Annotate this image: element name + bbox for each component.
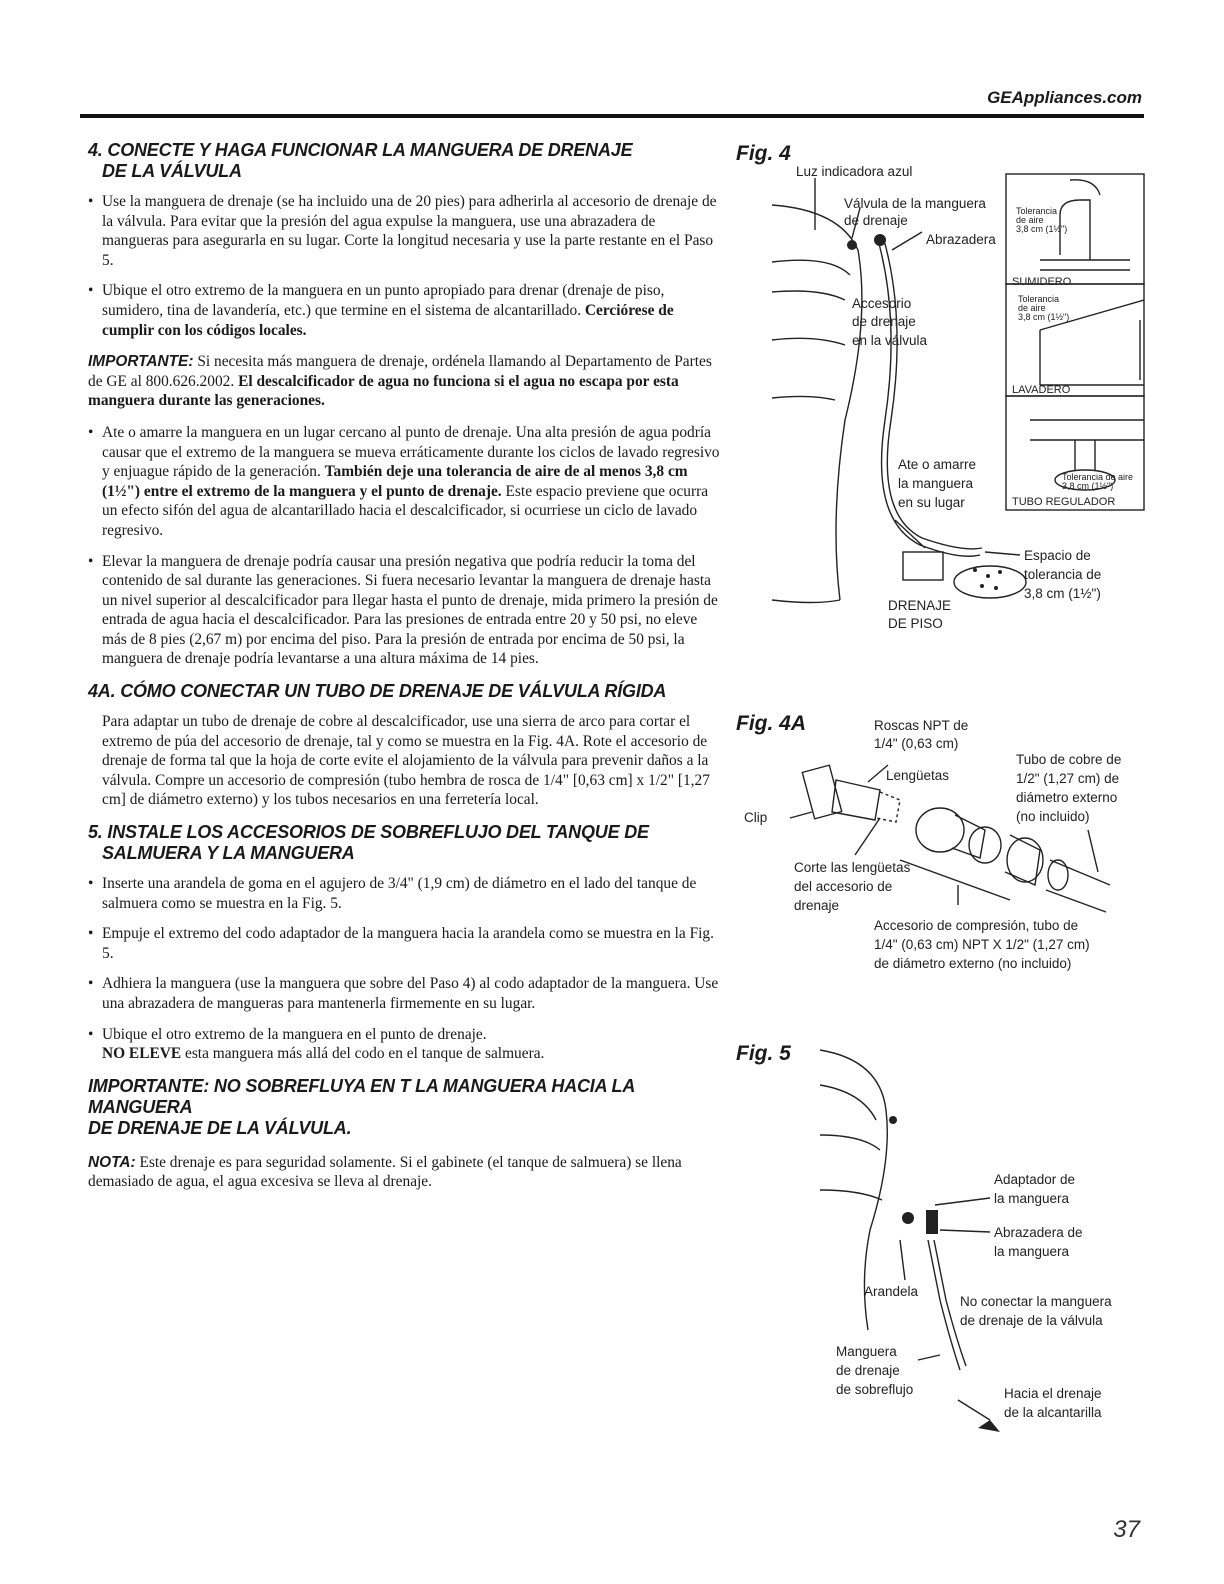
section-5-important-line1: IMPORTANTE: NO SOBREFLUYA EN T LA MANGUERA HACIA LA MANGUERA [88,1075,635,1117]
fig-4-tubo-label: TUBO REGULADOR [1012,496,1116,508]
fig-4a-tubo-label-4: (no incluido) [1016,809,1090,824]
bullet-5-4-text: Ubique el otro extremo de la manguera en el punto de drenaje. [102,1025,487,1043]
fig-4a-tubo-label-2: 1/2" (1,27 cm) de [1016,771,1120,786]
fig-4-drenaje-label: DRENAJE [888,598,952,613]
bullet-3-bold: También deje una tolerancia de aire de al menos 3,8 cm (1½") entre el extremo de la manguera y el punto de drenaje. [102,463,688,500]
fig-5-manguera-label: Manguera [836,1344,897,1359]
fig-4a-lenguetas-label: Lengüetas [886,768,950,783]
bullet-2-bold: Cerciórese de cumplir con los códigos locales. [102,301,674,339]
bullet-3-text-end: Este espacio previene que ocurra un efecto sifón del agua de alcantarillado hacia el descalcificador, si ocurriese un ciclo de lavado regresivo. [102,482,709,539]
fig-4a-corte-label-2: del accesorio de [794,879,893,894]
fig-4a-clip-label: Clip [744,810,768,825]
fig-5-manguera-label-3: de sobreflujo [836,1382,914,1397]
section-5-bullet-1: • Inserte una arandela de goma en el agujero de 3/4" (1,9 cm) de diámetro en el lado del tanque de salmuera como se muestra en la Fig. 5. [88,874,720,913]
fig-4-sumidero-tol-2: de aire [1016,215,1044,225]
important-text: Si necesita más manguera de drenaje, ordénela llamando al Departamento de Partes de GE al 800.626.2002. [88,353,712,390]
note-text: Este drenaje es para seguridad solamente. Si el gabinete (el tanque de salmuera) se llena demasiado de agua, el agua excesiva se lleva al drenaje. [88,1153,682,1191]
fig-5-abrazadera-label-2: la manguera [994,1244,1070,1259]
section-4-title-line2: DE LA VÁLVULA [102,161,242,181]
fig-4-luz-label: Luz indicadora azul [796,164,913,179]
fig-5-arandela-label: Arandela [864,1284,919,1299]
fig-4-tubo-tol: Tolerancia de aire [1062,472,1134,482]
fig-4a-accesorio-label: Accesorio de compresión, tubo de [874,918,1079,933]
fig-4-espacio-label: Espacio de [1024,548,1091,563]
fig-4-accesorio-label-3: en la válvula [852,333,928,348]
section-5-title-line2: SALMUERA Y LA MANGUERA [102,843,355,864]
section-4-title-line1: 4. CONECTE Y HAGA FUNCIONAR LA MANGUERA DE DRENAJE [88,140,633,160]
bullet-3-text: Ate o amarre la manguera en un lugar cercano al punto de drenaje. Una alta presión de agua podría causar que el extremo de la manguera se mueva erráticamente durante los ciclos de lavado regresivo y enjuague rápido de la generación. [102,423,720,481]
fig-4-lavadero-tol-2: de aire [1018,303,1046,313]
section-5-title-line1: 5. INSTALE LOS ACCESORIOS DE SOBREFLUJO DEL TANQUE DE [88,822,649,843]
fig-4-valvula-label-2: de drenaje [844,213,908,228]
fig-4-espacio-label-3: 3,8 cm (1½") [1024,586,1101,601]
fig-4-accesorio-label-2: de drenaje [852,314,916,329]
fig-4-abrazadera-label: Abrazadera [926,232,996,247]
fig-5-title: Fig. 5 [736,1042,791,1065]
fig-4-ate-label-3: en su lugar [898,495,965,510]
fig-4-lavadero-label: LAVADERO [1012,384,1071,396]
bullet-2-text: Ubique el otro extremo de la manguera en un punto apropiado para drenar (drenaje de piso, sumidero, tina de lavandería, etc.) que termine en el sistema de alcantarillado. [102,282,665,319]
fig-4-sumidero-tol-3: 3,8 cm (1½") [1016,224,1068,234]
fig-4a-accesorio-label-3: de diámetro externo (no incluido) [874,956,1072,971]
section-4-bullet-1: • Use la manguera de drenaje (se ha incluido una de 20 pies) para adherirla al accesorio de drenaje de la válvula. Para evitar que la presión del agua expulse la manguera, use una abrazadera de mangueras para asegurarla en su lugar. Corte la longitud necesaria y use la parte restante en el Paso 5. [88,192,720,270]
fig-4-drenaje-label-2: DE PISO [888,616,943,631]
fig-4-lavadero-tol-3: 3,8 cm (1½") [1018,312,1070,322]
fig-4a-accesorio-label-2: 1/4" (0,63 cm) NPT X 1/2" (1,27 cm) [874,937,1090,952]
fig-4-lavadero-tol: Tolerancia [1018,294,1060,304]
important-label: IMPORTANTE: [88,353,194,371]
section-5-bullet-3: • Adhiera la manguera (use la manguera que sobre del Paso 4) al codo adaptador de la manguera. Use una abrazadera de mangueras para mantenerla firmemente en su lugar. [88,974,720,1013]
fig-4-accesorio-label: Accesorio [852,296,912,311]
fig-4a-tubo-label: Tubo de cobre de [1016,752,1122,767]
fig-5-adaptador-label-2: la manguera [994,1191,1070,1206]
fig-5-adaptador-label: Adaptador de [994,1172,1076,1187]
fig-4-espacio-label-2: tolerancia de [1024,567,1102,582]
section-4a-title: 4A. CÓMO CONECTAR UN TUBO DE DRENAJE DE VÁLVULA RÍGIDA [88,681,667,702]
fig-4-tubo-tol-2: 3,8 cm (1½") [1062,481,1114,491]
fig-5-hacia-label-2: de la alcantarilla [1004,1405,1102,1420]
fig-4a-title: Fig. 4A [736,712,807,735]
fig-4-ate-label: Ate o amarre [898,457,977,472]
fig-4-ate-label-2: la manguera [898,476,974,491]
fig-5-manguera-label-2: de drenaje [836,1363,900,1378]
section-5-important-line2: DE DRENAJE DE LA VÁLVULA. [88,1117,352,1138]
fig-5-noconectar-label-2: de drenaje de la válvula [960,1313,1103,1328]
page-number: 37 [1113,1516,1140,1543]
fig-4a-roscas-label: Roscas NPT de [874,718,969,733]
fig-5-abrazadera-label: Abrazadera de [994,1225,1083,1240]
fig-4a-roscas-label-2: 1/4" (0,63 cm) [874,736,959,751]
fig-4a-corte-label: Corte las lengüetas [794,860,911,875]
fig-4-title: Fig. 4 [736,142,791,165]
note-label: NOTA: [88,1153,136,1171]
site-url: GEAppliances.com [987,88,1142,107]
fig-5-hacia-label: Hacia el drenaje [1004,1386,1102,1401]
bullet-5-4-bold: NO ELEVE [102,1045,182,1063]
fig-4a-corte-label-3: drenaje [794,898,840,913]
fig-4a-tubo-label-3: diámetro externo [1016,790,1118,805]
fig-4-valvula-label: Válvula de la manguera [844,196,986,211]
bullet-5-4-rest: esta manguera más allá del codo en el tanque de salmuera. [184,1045,545,1063]
section-4-bullet-4: • Elevar la manguera de drenaje podría causar una presión negativa que podría reducir la toma del contenido de sal durante las generaciones. Si fuera necesario levantar la manguera de drenaje hasta un nivel superior al descalcificador para llegar hasta el punto de drenaje, mida primero la presión de entrada de agua hacia el descalcificador. Para las presiones de entrada entre 20 y 50 psi, no eleve más de 8 pies (2,67 m) por encima del piso. Para la presión de entrada por encima de 50 psi, la manguera de drenaje podría levantarse a una altura máxima de 14 pies. [88,552,720,670]
important-bold: El descalcificador de agua no funciona si el agua no escapa por esta manguera durante las generaciones. [88,372,679,410]
fig-4-sumidero-label: SUMIDERO [1012,276,1072,288]
section-4a-text: Para adaptar un tubo de drenaje de cobre al descalcificador, use una sierra de arco para cortar el extremo de púa del accesorio de drenaje, tal y como se muestra en la Fig. 4A. Rote el accesorio de drenaje de forma tal que la hoja de corte evite el alojamiento de la válvula para prevenir daños a la válvula. Compre un accesorio de compresión (tubo hembra de rosca de 1/4" [0,63 cm] x 1/2" [1,27 cm] de diámetro externo) y los tubos necesarios en una ferretería local. [102,713,710,809]
section-5-bullet-2: • Empuje el extremo del codo adaptador de la manguera hacia la arandela como se muestra en la Fig. 5. [88,924,720,963]
fig-4-sumidero-tol: Tolerancia [1016,206,1058,216]
fig-5-noconectar-label: No conectar la manguera [960,1294,1112,1309]
